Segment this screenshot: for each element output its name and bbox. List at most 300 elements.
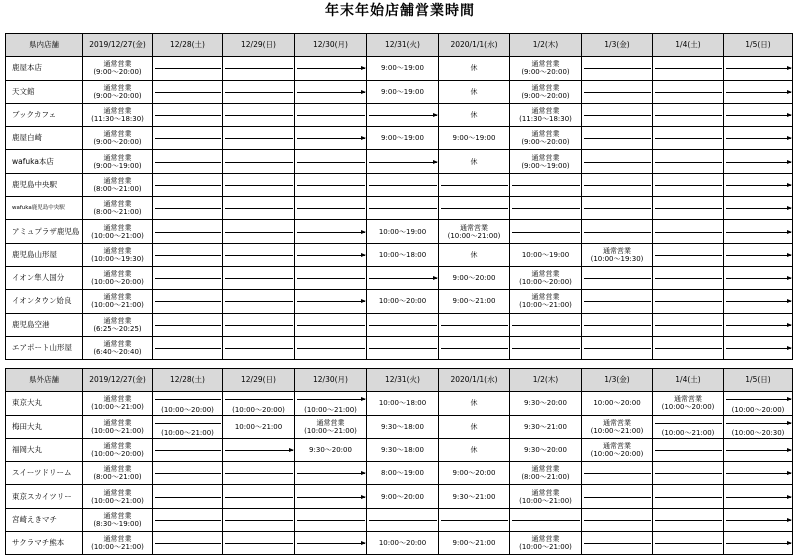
hours-text: (10:00〜20:00) bbox=[91, 450, 144, 459]
schedule-cell bbox=[510, 508, 582, 531]
schedule-cell bbox=[153, 336, 223, 359]
schedule-cell bbox=[223, 392, 295, 415]
table-row bbox=[6, 415, 793, 438]
table-row bbox=[6, 150, 793, 173]
schedule-cell bbox=[153, 392, 223, 415]
hours-text: 9:30〜20:00 bbox=[524, 399, 567, 408]
continuation-line bbox=[225, 520, 293, 521]
status-text: 通常営業 bbox=[531, 60, 560, 69]
schedule-cell bbox=[724, 173, 793, 196]
hours-text: 9:00〜21:00 bbox=[452, 297, 496, 306]
continuation-line bbox=[655, 208, 722, 209]
header-date-column: 1/3(金) bbox=[582, 369, 653, 392]
status-text: 通常営業 bbox=[674, 395, 702, 404]
continuation-line bbox=[225, 399, 293, 400]
continuation-arrow-icon bbox=[297, 68, 365, 69]
schedule-cell bbox=[653, 532, 724, 555]
schedule-cell bbox=[439, 150, 510, 173]
hours-text: (9:00〜20:00) bbox=[521, 138, 570, 147]
hours-text: (8:30〜19:00) bbox=[93, 519, 142, 528]
schedule-cell bbox=[367, 127, 439, 150]
continuation-line bbox=[297, 162, 365, 163]
schedule-cell bbox=[510, 392, 582, 415]
schedule-cell bbox=[295, 508, 367, 531]
schedule-cell bbox=[295, 313, 367, 336]
hours-text: (8:00〜21:00) bbox=[93, 184, 142, 193]
schedule-cell bbox=[653, 127, 724, 150]
schedule-cell bbox=[582, 103, 653, 126]
continuation-line bbox=[584, 232, 651, 233]
header-date-column: 2020/1/1(水) bbox=[439, 34, 510, 57]
schedule-cell bbox=[724, 80, 793, 103]
schedule-cell bbox=[223, 220, 295, 243]
store-name: スイーツドリーム bbox=[6, 462, 83, 485]
hours-text: (10:00〜20:00) bbox=[161, 405, 214, 414]
store-name: イオン隼人国分 bbox=[6, 266, 83, 289]
hours-text: (10:00〜21:00) bbox=[519, 496, 572, 505]
schedule-cell bbox=[510, 462, 582, 485]
continuation-line bbox=[584, 497, 651, 498]
hours-text: 9:00〜19:00 bbox=[381, 134, 424, 143]
hours-text: (10:00〜20:00) bbox=[661, 403, 715, 412]
hours-text: 10:00〜20:00 bbox=[378, 297, 427, 306]
schedule-cell bbox=[223, 532, 295, 555]
header-date-column: 12/28(土) bbox=[153, 34, 223, 57]
schedule-cell bbox=[439, 532, 510, 555]
schedule-cell bbox=[295, 485, 367, 508]
continuation-arrow-icon bbox=[726, 423, 791, 424]
continuation-arrow-icon bbox=[726, 348, 791, 349]
schedule-cell bbox=[223, 313, 295, 336]
continuation-line bbox=[584, 92, 651, 93]
schedule-cell bbox=[295, 532, 367, 555]
schedule-cell bbox=[295, 220, 367, 243]
hours-text: (10:00〜21:00) bbox=[304, 426, 357, 435]
store-name: 鹿児島中央駅 bbox=[6, 173, 83, 196]
schedule-cell bbox=[582, 508, 653, 531]
continuation-line bbox=[655, 473, 722, 474]
hours-text: (8:00〜21:00) bbox=[521, 473, 570, 482]
schedule-cell bbox=[367, 532, 439, 555]
schedule-cell bbox=[653, 392, 724, 415]
continuation-line bbox=[512, 185, 580, 186]
continuation-line bbox=[155, 399, 221, 400]
schedule-cell bbox=[83, 127, 153, 150]
continuation-line bbox=[225, 115, 293, 116]
schedule-cell bbox=[83, 220, 153, 243]
continuation-line bbox=[655, 185, 722, 186]
store-name: 福岡大丸 bbox=[6, 438, 83, 461]
schedule-cell bbox=[724, 485, 793, 508]
schedule-cell bbox=[510, 127, 582, 150]
schedule-cell bbox=[724, 220, 793, 243]
schedule-cell bbox=[582, 290, 653, 313]
table-row bbox=[6, 197, 793, 220]
continuation-line bbox=[441, 185, 508, 186]
continuation-line bbox=[225, 208, 293, 209]
schedule-cell bbox=[153, 150, 223, 173]
schedule-cell bbox=[724, 336, 793, 359]
continuation-line bbox=[297, 185, 365, 186]
hours-text: (10:00〜21:00) bbox=[304, 405, 357, 414]
schedule-cell bbox=[153, 462, 223, 485]
schedule-cell bbox=[153, 532, 223, 555]
schedule-cell bbox=[83, 415, 153, 438]
status-text: 通常営業 bbox=[103, 488, 132, 497]
table-header-row bbox=[6, 369, 793, 392]
schedule-cell bbox=[724, 392, 793, 415]
hours-text: 9:00〜19:00 bbox=[452, 134, 496, 143]
hours-text: 10:00〜19:00 bbox=[521, 250, 570, 259]
continuation-line bbox=[225, 543, 293, 544]
hours-text: (10:00〜21:00) bbox=[519, 301, 572, 310]
continuation-line bbox=[441, 520, 508, 521]
hours-text: 9:00〜19:00 bbox=[381, 87, 424, 96]
status-text: 通常営業 bbox=[603, 442, 631, 451]
schedule-cell bbox=[223, 243, 295, 266]
continuation-line bbox=[155, 325, 221, 326]
schedule-cell bbox=[223, 336, 295, 359]
schedule-cell bbox=[439, 313, 510, 336]
hours-text: (10:00〜21:00) bbox=[91, 231, 144, 240]
hours-text: 休 bbox=[470, 250, 478, 259]
header-date-column: 1/5(日) bbox=[724, 34, 793, 57]
schedule-cell bbox=[439, 336, 510, 359]
continuation-line bbox=[655, 232, 722, 233]
continuation-line bbox=[655, 497, 722, 498]
continuation-line bbox=[655, 348, 722, 349]
header-date-column: 12/29(日) bbox=[223, 34, 295, 57]
status-text: 通常営業 bbox=[103, 107, 132, 116]
table-row bbox=[6, 462, 793, 485]
schedule-cell bbox=[367, 266, 439, 289]
table-row bbox=[6, 508, 793, 531]
continuation-arrow-icon bbox=[726, 543, 791, 544]
schedule-cell bbox=[653, 197, 724, 220]
continuation-arrow-icon bbox=[297, 138, 365, 139]
schedule-cell bbox=[83, 80, 153, 103]
continuation-line bbox=[155, 208, 221, 209]
continuation-line bbox=[297, 278, 365, 279]
schedule-cell bbox=[582, 220, 653, 243]
status-text: 通常営業 bbox=[316, 418, 345, 427]
table-row bbox=[6, 266, 793, 289]
hours-text: 9:00〜20:00 bbox=[452, 469, 496, 478]
schedule-cell bbox=[582, 57, 653, 80]
continuation-arrow-icon bbox=[726, 232, 791, 233]
schedule-cell bbox=[367, 220, 439, 243]
schedule-cell bbox=[510, 532, 582, 555]
hours-text: (9:00〜19:00) bbox=[521, 161, 570, 170]
schedule-cell bbox=[653, 462, 724, 485]
schedule-cell bbox=[510, 313, 582, 336]
store-name: エアポート山形屋 bbox=[6, 336, 83, 359]
schedule-cell bbox=[153, 290, 223, 313]
continuation-line bbox=[155, 423, 221, 424]
schedule-cell bbox=[439, 103, 510, 126]
schedule-cell bbox=[295, 266, 367, 289]
status-text: 通常営業 bbox=[531, 107, 560, 116]
continuation-line bbox=[155, 68, 221, 69]
schedule-cell bbox=[582, 266, 653, 289]
schedule-cell bbox=[439, 290, 510, 313]
schedule-cell bbox=[582, 80, 653, 103]
continuation-arrow-icon bbox=[726, 138, 791, 139]
schedule-cell bbox=[153, 173, 223, 196]
continuation-line bbox=[225, 162, 293, 163]
schedule-cell bbox=[582, 150, 653, 173]
schedule-cell bbox=[223, 462, 295, 485]
continuation-line bbox=[225, 278, 293, 279]
schedule-cell bbox=[582, 243, 653, 266]
status-text: 通常営業 bbox=[531, 535, 560, 544]
continuation-arrow-icon bbox=[726, 68, 791, 69]
continuation-line bbox=[584, 68, 651, 69]
status-text: 通常営業 bbox=[103, 270, 132, 279]
hours-text: (10:00〜19:30) bbox=[91, 254, 144, 263]
continuation-line bbox=[155, 115, 221, 116]
table-row bbox=[6, 243, 793, 266]
header-date-column: 1/2(木) bbox=[510, 369, 582, 392]
hours-text: (9:00〜20:00) bbox=[93, 68, 142, 77]
schedule-cell bbox=[582, 173, 653, 196]
schedule-cell bbox=[510, 243, 582, 266]
schedule-cell bbox=[223, 173, 295, 196]
store-name: 鹿児島空港 bbox=[6, 313, 83, 336]
schedule-cell bbox=[295, 415, 367, 438]
continuation-line bbox=[369, 348, 437, 349]
continuation-line bbox=[297, 208, 365, 209]
schedule-cell bbox=[83, 266, 153, 289]
schedule-cell bbox=[83, 392, 153, 415]
table-row bbox=[6, 80, 793, 103]
schedule-cell bbox=[724, 438, 793, 461]
hours-text: (8:00〜21:00) bbox=[93, 208, 142, 217]
hours-text: (10:00〜20:00) bbox=[232, 405, 285, 414]
schedule-cell bbox=[83, 438, 153, 461]
outside-prefecture-stores-table bbox=[5, 368, 793, 555]
schedule-cell bbox=[83, 462, 153, 485]
store-name: 東京スカイツリー bbox=[6, 485, 83, 508]
table-row bbox=[6, 485, 793, 508]
schedule-cell bbox=[439, 57, 510, 80]
status-text: 通常営業 bbox=[531, 83, 560, 92]
continuation-arrow-icon bbox=[297, 232, 365, 233]
schedule-cell bbox=[724, 462, 793, 485]
hours-text: (10:00〜21:00) bbox=[590, 426, 644, 435]
schedule-cell bbox=[295, 197, 367, 220]
schedule-cell bbox=[223, 197, 295, 220]
continuation-arrow-icon bbox=[297, 92, 365, 93]
schedule-cell bbox=[83, 336, 153, 359]
status-text: 通常営業 bbox=[103, 60, 132, 69]
schedule-cell bbox=[83, 313, 153, 336]
hours-text: 休 bbox=[470, 157, 478, 166]
schedule-cell bbox=[367, 173, 439, 196]
continuation-line bbox=[655, 255, 722, 256]
table-header-row bbox=[6, 34, 793, 57]
schedule-cell bbox=[439, 508, 510, 531]
schedule-cell bbox=[724, 532, 793, 555]
continuation-line bbox=[584, 325, 651, 326]
status-text: 通常営業 bbox=[603, 418, 631, 427]
schedule-cell bbox=[653, 150, 724, 173]
status-text: 通常営業 bbox=[103, 83, 132, 92]
continuation-line bbox=[584, 162, 651, 163]
schedule-cell bbox=[223, 80, 295, 103]
continuation-line bbox=[584, 278, 651, 279]
schedule-cell bbox=[439, 80, 510, 103]
header-date-column: 2019/12/27(金) bbox=[83, 369, 153, 392]
status-text: 通常営業 bbox=[103, 293, 132, 302]
schedule-cell bbox=[223, 103, 295, 126]
continuation-line bbox=[297, 325, 365, 326]
continuation-line bbox=[441, 325, 508, 326]
continuation-line bbox=[155, 520, 221, 521]
continuation-arrow-icon bbox=[726, 255, 791, 256]
table-row bbox=[6, 313, 793, 336]
status-text: 通常営業 bbox=[531, 153, 560, 162]
continuation-line bbox=[655, 115, 722, 116]
hours-text: (10:00〜21:00) bbox=[447, 231, 501, 240]
schedule-cell bbox=[367, 80, 439, 103]
store-name: 宮崎えきマチ bbox=[6, 508, 83, 531]
schedule-cell bbox=[295, 290, 367, 313]
status-text: 通常営業 bbox=[531, 130, 560, 139]
store-name: アミュプラザ鹿児島 bbox=[6, 220, 83, 243]
continuation-arrow-icon bbox=[726, 115, 791, 116]
continuation-arrow-icon bbox=[297, 301, 365, 302]
schedule-cell bbox=[582, 415, 653, 438]
schedule-cell bbox=[653, 508, 724, 531]
hours-text: (10:00〜21:00) bbox=[91, 403, 144, 412]
continuation-line bbox=[155, 185, 221, 186]
continuation-line bbox=[584, 301, 651, 302]
continuation-arrow-icon bbox=[726, 162, 791, 163]
hours-text: (10:00〜20:00) bbox=[731, 405, 785, 414]
table-row bbox=[6, 220, 793, 243]
continuation-arrow-icon bbox=[726, 399, 791, 400]
hours-text: (11:30〜18:30) bbox=[519, 115, 572, 124]
schedule-cell bbox=[83, 243, 153, 266]
continuation-line bbox=[584, 115, 651, 116]
schedule-cell bbox=[653, 415, 724, 438]
continuation-line bbox=[297, 348, 365, 349]
hours-text: (10:00〜21:00) bbox=[91, 301, 144, 310]
continuation-line bbox=[584, 520, 651, 521]
continuation-line bbox=[655, 450, 722, 451]
schedule-cell bbox=[153, 103, 223, 126]
continuation-arrow-icon bbox=[726, 208, 791, 209]
schedule-cell bbox=[510, 415, 582, 438]
hours-text: 9:30〜20:00 bbox=[524, 446, 567, 455]
schedule-cell bbox=[153, 243, 223, 266]
header-date-column: 12/31(火) bbox=[367, 369, 439, 392]
hours-text: 休 bbox=[470, 399, 478, 408]
table-row bbox=[6, 127, 793, 150]
hours-text: 休 bbox=[470, 446, 478, 455]
hours-text: (10:00〜21:00) bbox=[91, 543, 144, 552]
schedule-cell bbox=[510, 220, 582, 243]
schedule-cell bbox=[367, 392, 439, 415]
schedule-cell bbox=[295, 127, 367, 150]
schedule-cell bbox=[510, 197, 582, 220]
header-date-column: 2020/1/1(水) bbox=[439, 369, 510, 392]
schedule-cell bbox=[582, 392, 653, 415]
schedule-cell bbox=[724, 508, 793, 531]
hours-text: 9:30〜18:00 bbox=[381, 446, 424, 455]
hours-text: 10:00〜20:00 bbox=[593, 399, 641, 408]
schedule-cell bbox=[439, 127, 510, 150]
continuation-arrow-icon bbox=[726, 450, 791, 451]
continuation-line bbox=[369, 208, 437, 209]
schedule-cell bbox=[582, 336, 653, 359]
continuation-line bbox=[655, 301, 722, 302]
continuation-line bbox=[155, 473, 221, 474]
status-text: 通常営業 bbox=[531, 270, 560, 279]
continuation-line bbox=[369, 185, 437, 186]
schedule-cell bbox=[83, 532, 153, 555]
hours-text: 休 bbox=[470, 422, 478, 431]
store-name: ブックカフェ bbox=[6, 103, 83, 126]
hours-text: (10:00〜20:00) bbox=[91, 278, 144, 287]
schedule-cell bbox=[153, 220, 223, 243]
schedule-cell bbox=[439, 415, 510, 438]
store-name: 鹿児島山形屋 bbox=[6, 243, 83, 266]
table-row bbox=[6, 290, 793, 313]
continuation-arrow-icon bbox=[726, 301, 791, 302]
status-text: 通常営業 bbox=[531, 465, 560, 474]
schedule-cell bbox=[653, 313, 724, 336]
schedule-cell bbox=[724, 266, 793, 289]
schedule-cell bbox=[367, 415, 439, 438]
hours-text: 9:30〜20:00 bbox=[309, 446, 352, 455]
table-row bbox=[6, 532, 793, 555]
hours-text: (10:00〜20:00) bbox=[590, 450, 644, 459]
schedule-cell bbox=[653, 336, 724, 359]
schedule-cell bbox=[582, 127, 653, 150]
continuation-line bbox=[155, 92, 221, 93]
continuation-line bbox=[655, 520, 722, 521]
schedule-cell bbox=[439, 220, 510, 243]
schedule-cell bbox=[510, 438, 582, 461]
status-text: 通常営業 bbox=[103, 340, 132, 348]
header-store-column: 県外店舗 bbox=[6, 369, 83, 392]
hours-text: 9:30〜18:00 bbox=[381, 422, 424, 431]
continuation-line bbox=[584, 543, 651, 544]
table-row bbox=[6, 173, 793, 196]
status-text: 通常営業 bbox=[103, 246, 132, 255]
schedule-cell bbox=[153, 438, 223, 461]
continuation-line bbox=[584, 473, 651, 474]
hours-text: (9:00〜20:00) bbox=[521, 91, 570, 100]
schedule-cell bbox=[510, 80, 582, 103]
header-date-column: 12/29(日) bbox=[223, 369, 295, 392]
schedule-cell bbox=[439, 243, 510, 266]
schedule-cell bbox=[153, 197, 223, 220]
schedule-cell bbox=[295, 462, 367, 485]
hours-text: (9:00〜19:00) bbox=[93, 161, 142, 170]
schedule-cell bbox=[582, 485, 653, 508]
schedule-cell bbox=[439, 266, 510, 289]
hours-text: 8:00〜19:00 bbox=[381, 469, 424, 478]
schedule-cell bbox=[724, 313, 793, 336]
continuation-line bbox=[369, 520, 437, 521]
header-date-column: 12/28(土) bbox=[153, 369, 223, 392]
status-text: 通常営業 bbox=[103, 223, 132, 232]
hours-text: (10:00〜19:30) bbox=[590, 254, 644, 263]
schedule-cell bbox=[367, 508, 439, 531]
